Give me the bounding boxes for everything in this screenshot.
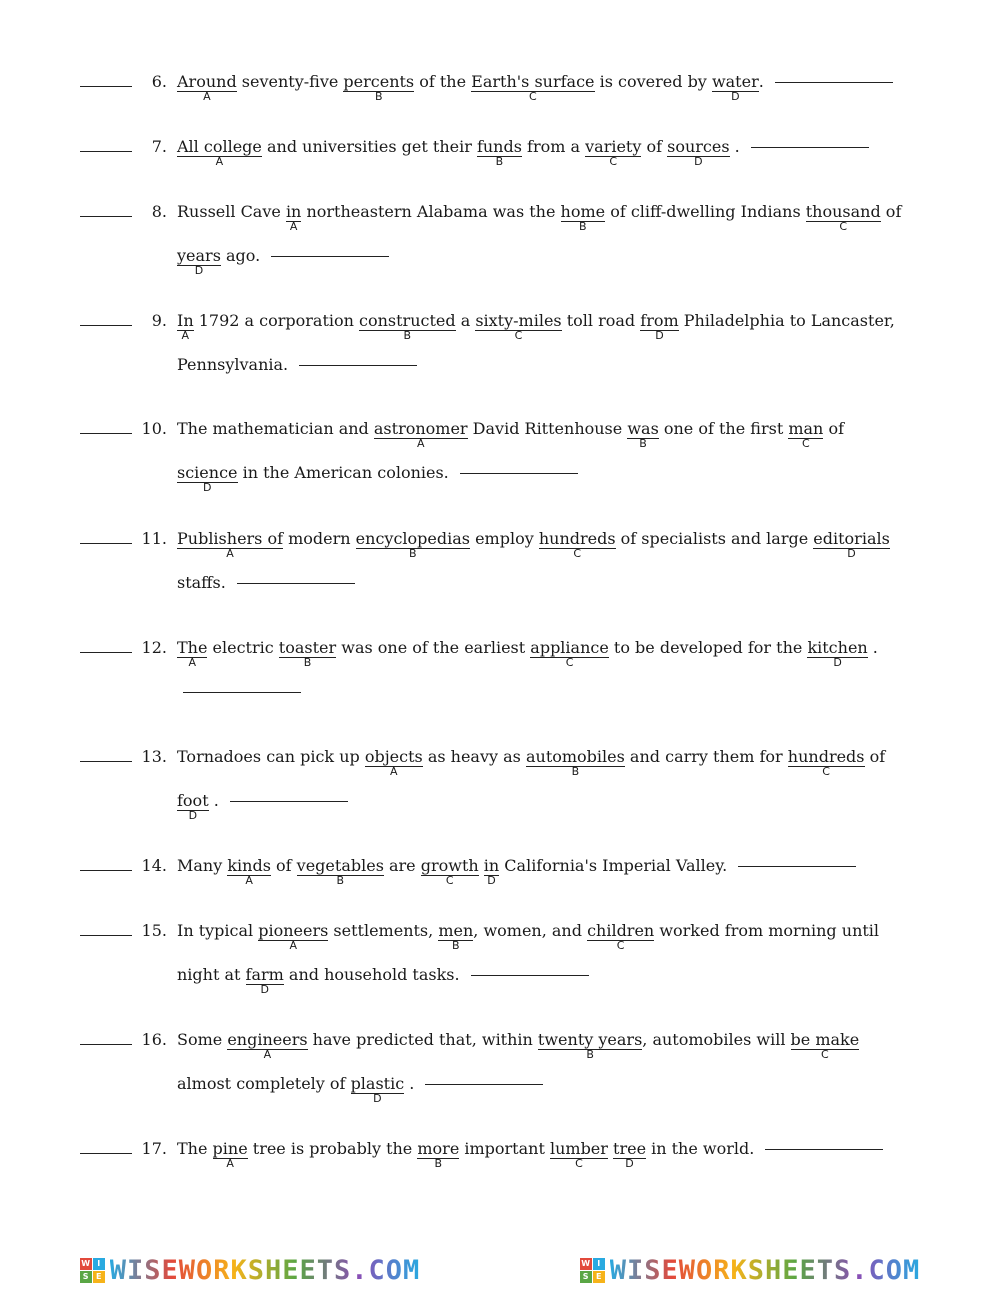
underlined-choice — [296, 856, 384, 887]
underlined-choice — [212, 1139, 248, 1170]
question-line — [177, 965, 589, 996]
sentence-text: one of the first — [658, 419, 789, 438]
answer-blank[interactable] — [80, 86, 132, 87]
sentence-text: settlements, — [328, 921, 439, 940]
choice-letter: D — [373, 1092, 382, 1105]
sentence-text: of specialists and large — [615, 529, 814, 548]
question-line — [177, 1074, 543, 1105]
choice-text: pioneers — [258, 921, 329, 940]
question-line — [177, 311, 895, 342]
choice-letter: A — [390, 765, 398, 778]
underlined-choice — [537, 1030, 643, 1061]
underlined-choice — [364, 747, 423, 778]
question-line — [177, 72, 893, 103]
choice-text: hundreds — [787, 747, 865, 766]
choice-text: home — [560, 202, 606, 221]
question-line — [177, 921, 880, 952]
underlined-choice — [177, 137, 262, 168]
question-line — [177, 573, 355, 592]
choice-text: constructed — [359, 311, 456, 330]
sentence-text: of — [270, 856, 297, 875]
choice-text: water — [711, 72, 759, 91]
brand-logo — [80, 1255, 421, 1286]
choice-letter: D — [194, 264, 204, 277]
choice-text: children — [587, 921, 655, 940]
sentence-text: California's Imperial Valley. — [499, 856, 733, 875]
sentence-text: important — [459, 1139, 550, 1158]
sentence-text: worked from morning until — [654, 921, 880, 940]
choice-text: sources — [667, 137, 730, 156]
underlined-choice — [667, 137, 730, 168]
sentence-text: Pennsylvania. — [177, 355, 294, 374]
sentence-text: . — [404, 1074, 420, 1093]
question-number: 8. — [151, 202, 167, 221]
choice-letter: C — [573, 547, 582, 560]
sentence-text: tree is probably the — [247, 1139, 418, 1158]
sentence-text: of — [823, 419, 844, 438]
brand-text: WISEWORKSHEETS.COM — [609, 1254, 921, 1286]
sentence-text: ago. — [220, 246, 266, 265]
correction-blank[interactable] — [765, 1149, 883, 1150]
answer-blank[interactable] — [80, 151, 132, 152]
question-line — [177, 463, 578, 494]
correction-blank[interactable] — [460, 473, 578, 474]
correction-blank[interactable] — [738, 866, 856, 867]
question-number: 7. — [151, 137, 167, 156]
underlined-choice — [177, 791, 209, 822]
underlined-choice — [420, 856, 479, 887]
question-number: 15. — [141, 921, 167, 940]
sentence-text: of — [864, 747, 886, 766]
correction-blank[interactable] — [271, 256, 389, 257]
choice-text: encyclopedias — [355, 529, 470, 548]
sentence-text: modern — [283, 529, 356, 548]
question-line — [177, 202, 902, 233]
choice-text: plastic — [350, 1074, 405, 1093]
underlined-choice — [177, 638, 208, 669]
underlined-choice — [373, 419, 468, 450]
sentence-text: almost completely of — [177, 1074, 351, 1093]
choice-letter: C — [575, 1157, 583, 1170]
answer-blank[interactable] — [80, 935, 132, 936]
underlined-choice — [613, 1139, 647, 1170]
correction-blank[interactable] — [751, 147, 869, 148]
underlined-choice — [177, 72, 237, 103]
brand-tiles-icon: W I S E — [580, 1258, 605, 1283]
underlined-choice — [177, 529, 284, 560]
choice-letter: D — [694, 155, 703, 168]
sentence-text: 1792 a corporation — [193, 311, 360, 330]
choice-letter: A — [226, 547, 234, 560]
underlined-choice — [417, 1139, 460, 1170]
underlined-choice — [177, 311, 194, 342]
choice-letter: B — [495, 155, 504, 168]
choice-letter: C — [514, 329, 523, 342]
question-number: 14. — [141, 856, 167, 875]
answer-blank[interactable] — [80, 761, 132, 762]
choice-letter: D — [188, 809, 198, 822]
underlined-choice — [285, 202, 302, 233]
question-line — [177, 246, 389, 277]
choice-letter: B — [409, 547, 417, 560]
underlined-choice — [538, 529, 616, 560]
choice-text: appliance — [530, 638, 609, 657]
sentence-text: to be developed for the — [608, 638, 808, 657]
question-line — [177, 1139, 883, 1170]
question-number: 13. — [141, 747, 167, 766]
choice-text: from — [640, 311, 679, 330]
choice-letter: A — [181, 329, 190, 342]
choice-text: toaster — [278, 638, 337, 657]
underlined-choice — [585, 137, 642, 168]
underlined-choice — [560, 202, 606, 233]
sentence-text: . — [208, 791, 224, 810]
sentence-text: have predicted that, within — [307, 1030, 538, 1049]
underlined-choice — [177, 463, 238, 494]
sentence-text: toll road — [561, 311, 641, 330]
underlined-choice — [177, 246, 221, 277]
choice-text: sixty-miles — [475, 311, 562, 330]
underlined-choice — [227, 1030, 308, 1061]
choice-letter: D — [731, 90, 740, 103]
question-line — [177, 856, 856, 887]
choice-text: science — [177, 463, 238, 482]
sentence-text: of the — [414, 72, 472, 91]
choice-text: be make — [790, 1030, 860, 1049]
sentence-text: of — [641, 137, 668, 156]
question-line — [177, 747, 886, 778]
question-line — [177, 137, 869, 168]
question-line — [177, 638, 878, 669]
footer-brand-bar — [0, 1252, 1000, 1288]
sentence-text: employ — [469, 529, 539, 548]
correction-blank[interactable] — [237, 583, 355, 584]
choice-letter: C — [839, 220, 848, 233]
sentence-text: from a — [521, 137, 586, 156]
underlined-choice — [813, 529, 890, 560]
answer-blank[interactable] — [80, 543, 132, 544]
underlined-choice — [627, 419, 659, 450]
brand-tiles-icon: W I S E — [80, 1258, 105, 1283]
correction-blank[interactable] — [775, 82, 893, 83]
choice-text: hundreds — [538, 529, 616, 548]
underlined-choice — [438, 921, 474, 952]
choice-text: Around — [177, 72, 237, 91]
choice-letter: B — [639, 437, 647, 450]
answer-blank[interactable] — [80, 652, 132, 653]
choice-letter: B — [579, 220, 587, 233]
sentence-text: In typical — [177, 921, 259, 940]
choice-letter: B — [403, 329, 412, 342]
choice-text: man — [788, 419, 824, 438]
sentence-text: a — [455, 311, 476, 330]
sentence-text: Tornadoes can pick up — [177, 747, 365, 766]
choice-text: Earth's surface — [471, 72, 595, 91]
underlined-choice — [805, 202, 881, 233]
choice-text: The — [177, 638, 208, 657]
choice-text: farm — [245, 965, 284, 984]
question-line — [177, 529, 890, 560]
choice-text: pine — [212, 1139, 248, 1158]
choice-letter: C — [822, 765, 830, 778]
choice-letter: A — [215, 155, 224, 168]
underlined-choice — [587, 921, 655, 952]
question-number: 17. — [141, 1139, 167, 1158]
sentence-text: Many — [177, 856, 228, 875]
sentence-text: , women, and — [473, 921, 588, 940]
choice-text: engineers — [227, 1030, 308, 1049]
choice-text: thousand — [805, 202, 881, 221]
sentence-text: of — [880, 202, 902, 221]
choice-text: more — [417, 1139, 460, 1158]
choice-text: percents — [343, 72, 415, 91]
underlined-choice — [343, 72, 415, 103]
sentence-text: was one of the earliest — [336, 638, 531, 657]
correction-blank[interactable] — [471, 975, 589, 976]
underlined-choice — [350, 1074, 405, 1105]
sentence-text: The mathematician and — [177, 419, 374, 438]
underlined-choice — [530, 638, 609, 669]
sentence-text: . — [729, 137, 745, 156]
answer-blank[interactable] — [80, 870, 132, 871]
question-number: 9. — [151, 311, 167, 330]
answer-blank[interactable] — [80, 216, 132, 217]
sentence-text: seventy-five — [236, 72, 344, 91]
choice-text: foot — [177, 791, 209, 810]
choice-letter: C — [609, 155, 618, 168]
choice-letter: B — [336, 874, 345, 887]
choice-letter: C — [821, 1048, 829, 1061]
question-line — [177, 1030, 860, 1061]
question-number: 11. — [141, 529, 167, 548]
choice-text: editorials — [813, 529, 890, 548]
underlined-choice — [483, 856, 500, 887]
choice-letter: A — [188, 656, 196, 669]
question-number: 16. — [141, 1030, 167, 1049]
underlined-choice — [471, 72, 595, 103]
underlined-choice — [476, 137, 522, 168]
question-line — [177, 355, 417, 374]
choice-text: growth — [420, 856, 479, 875]
choice-text: was — [627, 419, 659, 438]
choice-letter: D — [833, 656, 842, 669]
question-number: 10. — [141, 419, 167, 438]
choice-letter: B — [571, 765, 580, 778]
sentence-text: Some — [177, 1030, 228, 1049]
underlined-choice — [711, 72, 759, 103]
underlined-choice — [788, 419, 824, 450]
choice-letter: D — [655, 329, 664, 342]
choice-letter: A — [263, 1048, 272, 1061]
question-line — [177, 419, 844, 450]
underlined-choice — [807, 638, 868, 669]
underlined-choice — [258, 921, 329, 952]
sentence-text: David Rittenhouse — [467, 419, 628, 438]
choice-text: All college — [177, 137, 262, 156]
choice-letter: A — [289, 220, 298, 233]
choice-letter: A — [226, 1157, 234, 1170]
choice-letter: A — [203, 90, 211, 103]
underlined-choice — [790, 1030, 860, 1061]
choice-letter: B — [434, 1157, 443, 1170]
choice-text: automobiles — [525, 747, 625, 766]
choice-letter: D — [847, 547, 856, 560]
choice-letter: D — [625, 1157, 634, 1170]
underlined-choice — [549, 1139, 608, 1170]
sentence-text: northeastern Alabama was the — [301, 202, 561, 221]
choice-text: twenty years — [537, 1030, 643, 1049]
sentence-text: . — [867, 638, 878, 657]
answer-blank[interactable] — [80, 1044, 132, 1045]
choice-letter: C — [616, 939, 625, 952]
choice-letter: D — [203, 481, 212, 494]
choice-text: in — [483, 856, 500, 875]
choice-letter: C — [528, 90, 537, 103]
sentence-text: is covered by — [594, 72, 712, 91]
choice-text: kinds — [227, 856, 271, 875]
choice-letter: C — [445, 874, 454, 887]
choice-text: kitchen — [807, 638, 868, 657]
sentence-text: , automobiles will — [642, 1030, 791, 1049]
choice-text: men — [438, 921, 474, 940]
question-line — [177, 682, 301, 701]
sentence-text: electric — [207, 638, 279, 657]
underlined-choice — [245, 965, 284, 996]
choice-text: funds — [476, 137, 522, 156]
sentence-text: and household tasks. — [283, 965, 465, 984]
underlined-choice — [278, 638, 337, 669]
sentence-text: in the American colonies. — [237, 463, 454, 482]
sentence-text: . — [758, 72, 769, 91]
underlined-choice — [787, 747, 865, 778]
answer-blank[interactable] — [80, 325, 132, 326]
question-number: 12. — [141, 638, 167, 657]
sentence-text: staffs. — [177, 573, 231, 592]
sentence-text: and universities get their — [261, 137, 477, 156]
choice-text: tree — [613, 1139, 647, 1158]
choice-text: lumber — [549, 1139, 608, 1158]
correction-blank[interactable] — [183, 692, 301, 693]
choice-letter: C — [802, 437, 810, 450]
correction-blank[interactable] — [230, 801, 348, 802]
sentence-text: night at — [177, 965, 246, 984]
underlined-choice — [227, 856, 271, 887]
answer-blank[interactable] — [80, 1153, 132, 1154]
choice-letter: D — [260, 983, 269, 996]
sentence-text: in the world. — [646, 1139, 760, 1158]
sentence-text: are — [383, 856, 421, 875]
choice-text: In — [177, 311, 194, 330]
underlined-choice — [640, 311, 679, 342]
sentence-text: of cliff-dwelling Indians — [605, 202, 806, 221]
underlined-choice — [475, 311, 562, 342]
underlined-choice — [525, 747, 625, 778]
choice-letter: B — [586, 1048, 594, 1061]
choice-letter: B — [303, 656, 312, 669]
choice-letter: C — [565, 656, 574, 669]
brand-text: WISEWORKSHEETS.COM — [109, 1254, 421, 1286]
choice-text: vegetables — [296, 856, 384, 875]
underlined-choice — [359, 311, 456, 342]
sentence-text: as heavy as — [422, 747, 526, 766]
choice-text: Publishers of — [177, 529, 284, 548]
choice-letter: B — [375, 90, 383, 103]
question-number: 6. — [151, 72, 167, 91]
choice-letter: B — [452, 939, 460, 952]
answer-blank[interactable] — [80, 433, 132, 434]
choice-text: variety — [585, 137, 642, 156]
correction-blank[interactable] — [299, 365, 417, 366]
choice-text: objects — [364, 747, 423, 766]
sentence-text: and carry them for — [624, 747, 788, 766]
choice-text: astronomer — [373, 419, 468, 438]
underlined-choice — [355, 529, 470, 560]
question-line — [177, 791, 348, 822]
choice-letter: A — [416, 437, 425, 450]
choice-letter: A — [245, 874, 253, 887]
choice-letter: D — [487, 874, 496, 887]
sentence-text: Philadelphia to Lancaster, — [678, 311, 895, 330]
brand-logo — [580, 1255, 921, 1286]
choice-text: in — [285, 202, 302, 221]
correction-blank[interactable] — [425, 1084, 543, 1085]
sentence-text: Russell Cave — [177, 202, 286, 221]
choice-letter: A — [289, 939, 298, 952]
sentence-text: The — [177, 1139, 213, 1158]
choice-text: years — [177, 246, 221, 265]
